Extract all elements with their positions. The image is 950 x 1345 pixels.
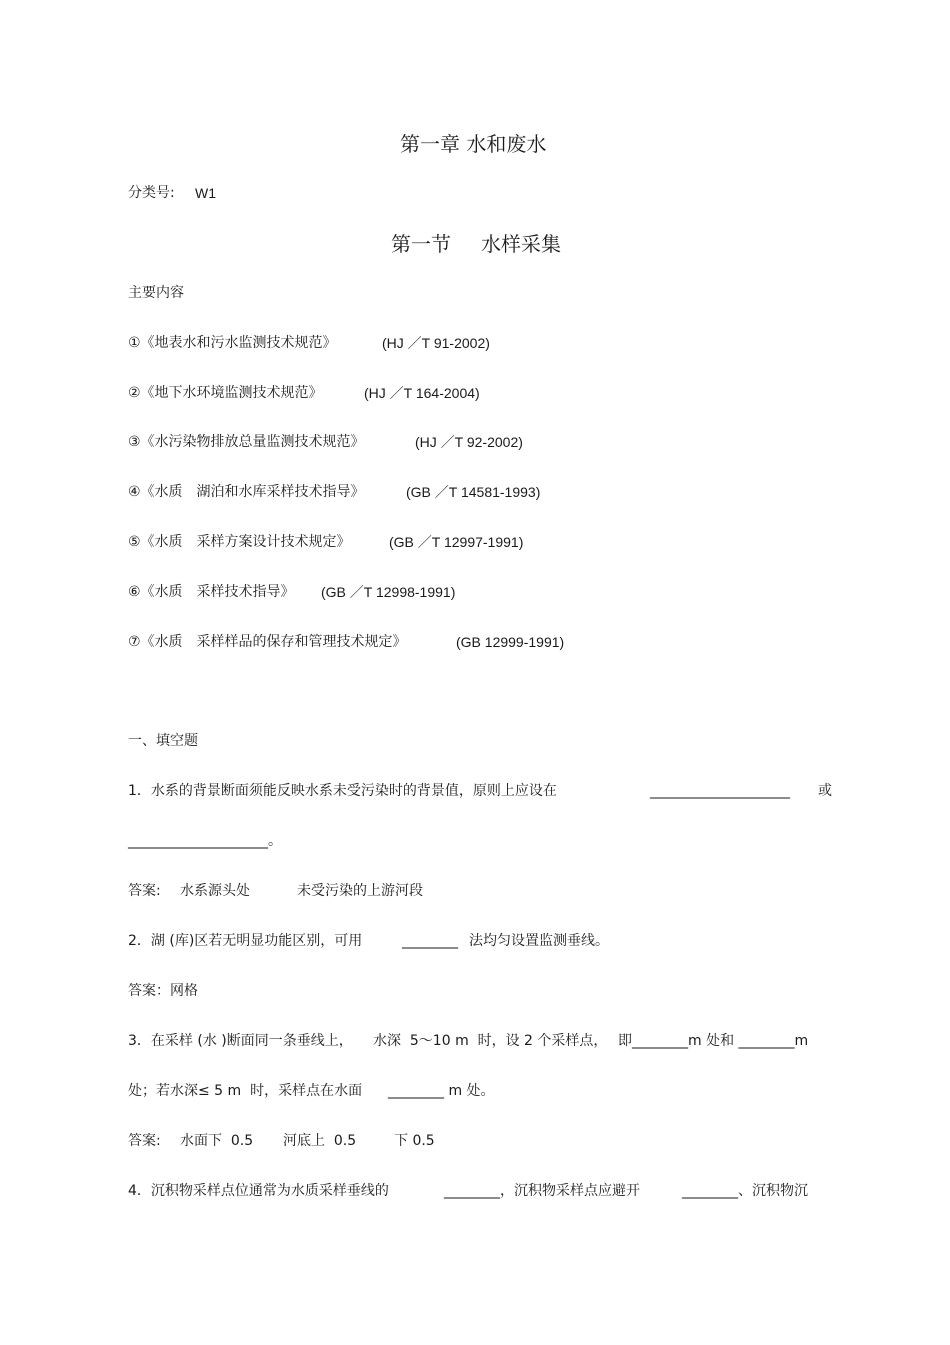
fill-in-blank-heading: 一、填空题: [128, 733, 198, 749]
answer-3b: 河底上 0.5: [283, 1133, 357, 1149]
standard-code: (HJ ／T 164-2004): [364, 385, 480, 401]
question-3-line1b: 水深 5～10 m 时，设 2 个采样点，: [373, 1033, 608, 1049]
question-1-text: 1．水系的背景断面须能反映水系未受污染时的背景值，原则上应设在: [128, 783, 557, 799]
chapter-title: 第一章 水和废水: [400, 132, 547, 156]
answer-1b: 未受污染的上游河段: [297, 883, 423, 899]
question-4-blank2: ________、沉积物沉: [682, 1183, 808, 1199]
question-3-line1c: 即________m 处和 ________m: [618, 1033, 809, 1049]
question-1-blank: ____________________: [650, 783, 790, 799]
standard-title: ③《水污染物排放总量监测技术规范》: [128, 434, 365, 450]
answer-2: 答案：网格: [128, 983, 198, 999]
answer-3c: 下 0.5: [394, 1133, 435, 1149]
classification-value: W1: [195, 185, 216, 201]
standard-title: ②《地下水环境监测技术规范》: [128, 385, 323, 401]
question-2-text-end: 法均匀设置监测垂线。: [469, 933, 609, 949]
question-3-line2b: ________ m 处。: [388, 1083, 495, 1099]
answer-label: 答案:: [128, 1133, 161, 1149]
standard-code: (GB 12999-1991): [456, 634, 565, 650]
section-title-name: 水样采集: [481, 232, 561, 256]
main-content-label: 主要内容: [128, 285, 184, 301]
section-title-prefix: 第一节: [391, 232, 451, 256]
classification-label: 分类号:: [128, 185, 175, 201]
answer-1a: 水系源头处: [180, 883, 250, 899]
standard-title: ④《水质 湖泊和水库采样技术指导》: [128, 484, 365, 500]
standard-code: (HJ ／T 91-2002): [382, 335, 490, 351]
answer-label: 答案:: [128, 883, 161, 899]
standard-code: (GB ／T 12997-1991): [389, 534, 524, 550]
answer-3a: 水面下 0.5: [180, 1133, 254, 1149]
standard-title: ⑦《水质 采样样品的保存和管理技术规定》: [128, 634, 407, 650]
standard-title: ⑥《水质 采样技术指导》: [128, 584, 295, 600]
question-2-text: 2．湖 (库)区若无明显功能区别，可用: [128, 933, 363, 949]
question-3-line2a: 处；若水深≤ 5 m 时，采样点在水面: [128, 1083, 363, 1099]
question-1-or: 或: [818, 783, 832, 799]
standard-code: (HJ ／T 92-2002): [415, 434, 523, 450]
question-4-blank1: ________，沉积物采样点应避开: [444, 1183, 640, 1199]
standard-title: ①《地表水和污水监测技术规范》: [128, 335, 337, 351]
question-3-line1a: 3．在采样 (水 )断面同一条垂线上，: [128, 1033, 353, 1049]
standard-code: (GB ／T 14581-1993): [406, 484, 541, 500]
standard-code: (GB ／T 12998-1991): [321, 584, 456, 600]
question-2-blank: ________: [402, 933, 458, 949]
standard-title: ⑤《水质 采样方案设计技术规定》: [128, 534, 351, 550]
question-1-blank-line2: ____________________。: [128, 833, 282, 849]
question-4-text: 4．沉积物采样点位通常为水质采样垂线的: [128, 1183, 389, 1199]
